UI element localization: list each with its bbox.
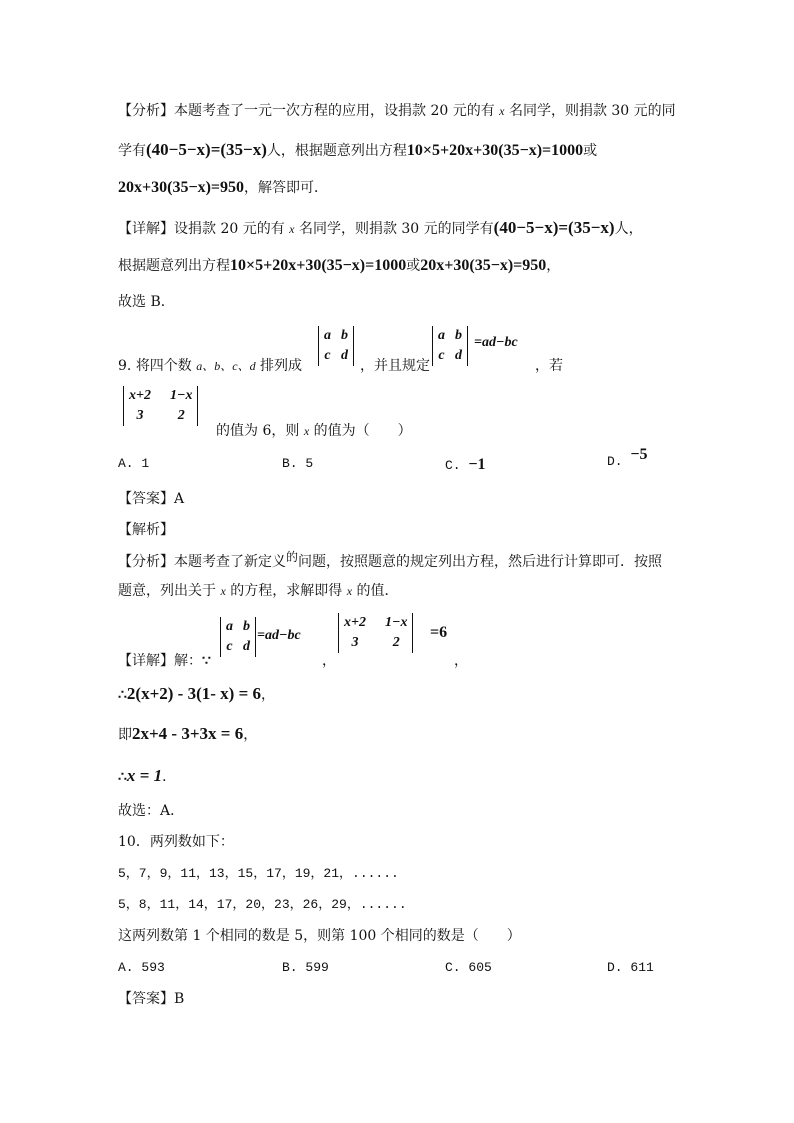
q9-definition-rhs: =ad−bc [474,335,518,350]
analysis9-line2: 题意，列出关于 x 的方程，求解即得 x 的值． [118,583,399,599]
q10-title: 10．两列数如下： [118,834,234,850]
detail9-comma-2: ， [454,653,468,669]
q10-option-c[interactable]: C. 605 [445,960,492,975]
q10-answer: 【答案】B [118,991,185,1007]
q10-option-d[interactable]: D. 611 [607,960,654,975]
analysis8-line2: 学有(40−5−x)=(35−x)人，根据题意列出方程10×5+20x+30(35−x)=1000或 [118,140,598,159]
math-expression: 2x+4 - 3+3x = 6 [132,724,244,743]
math-expression: 2(x+2) - 3(1- x) = 6 [126,684,262,703]
q9-explanation-head: 【解析】 [118,522,174,538]
q9-option-b[interactable]: B. 5 [282,456,314,471]
q9-definition-determinant: a b c d [432,326,468,366]
q9-stem-line2: 的值为 6，则 x 的值为（ ） [216,423,412,439]
q9-stem-text3: ，并且规定 [360,358,430,374]
q10-option-b[interactable]: B. 599 [282,960,329,975]
detail9-det-equals: =6 [430,624,448,641]
detail9-step1: ∴2(x+2) - 3(1- x) = 6， [118,684,276,703]
detail9-generic-determinant: a b c d [220,617,256,657]
q9-option-a[interactable]: A. 1 [118,456,150,471]
analysis8-line1: 【分析】本题考查了一元一次方程的应用，设捐款 20 元的有 x 名同学，则捐款 30 元的同 [118,103,676,119]
detail9-step2: 即2x+4 - 3+3x = 6， [118,724,258,743]
q9-specific-determinant: x+2 1−x 3 2 [123,386,198,426]
q10-sequence-1: 5，7，9，11，13，15，17，19，21，...... [118,866,399,881]
detail8-line2: 根据题意列出方程10×5+20x+30(35−x)=1000或20x+30(35−x)=950， [118,257,561,274]
math-expression: (40−5−x)=(35−x) [146,140,267,159]
math-expression: (40−5−x)=(35−x) [493,218,615,237]
q9-generic-determinant: a b c d [318,326,354,366]
q9-option-c[interactable]: C. −1 [445,456,486,473]
detail-tag: 【详解】 [118,221,174,237]
detail9-comma: ， [322,653,336,669]
math-expression: 20x+30(35−x)=950 [420,257,547,274]
q10-option-a[interactable]: A. 593 [118,960,165,975]
math-expression: 20x+30(35−x)=950 [118,179,245,196]
detail9-definition-rhs: =ad−bc [257,628,301,643]
q9-option-d[interactable]: D. −5 [607,446,648,469]
detail9-specific-determinant: x+2 1−x 3 2 [338,613,413,653]
q10-sequence-2: 5，8，11，14，17，20，23，26，29，...... [118,897,407,912]
q10-question: 这两列数第 1 个相同的数是 5，则第 100 个相同的数是（ ） [118,928,521,944]
q9-answer: 【答案】A [118,491,185,507]
q9-stem-text4: ，若 [535,358,563,374]
analysis-tag: 【分析】 [118,103,174,119]
math-expression: 10×5+20x+30(35−x)=1000 [406,142,584,159]
q9-stem-line1: 9. 将四个数 a、b、c、d 排列成 [118,358,303,374]
analysis8-line3: 20x+30(35−x)=950，解答即可． [118,179,329,196]
analysis9-line1: 【分析】本题考查了新定义的问题，按照题意的规定列出方程，然后进行计算即可．按照 [118,550,663,570]
detail9-tag: 【详解】解：∵ [118,653,211,669]
detail8-line1: 【详解】设捐款 20 元的有 x 名同学，则捐款 30 元的同学有(40−5−x)=(35−x)人， [118,218,643,237]
detail9-conclusion: 故选：A． [118,803,185,819]
math-expression: 10×5+20x+30(35−x)=1000 [230,257,407,274]
detail9-step3: ∴x = 1． [118,766,177,785]
detail8-conclusion: 故选 B． [118,294,175,310]
math-expression: x = 1 [126,766,163,785]
